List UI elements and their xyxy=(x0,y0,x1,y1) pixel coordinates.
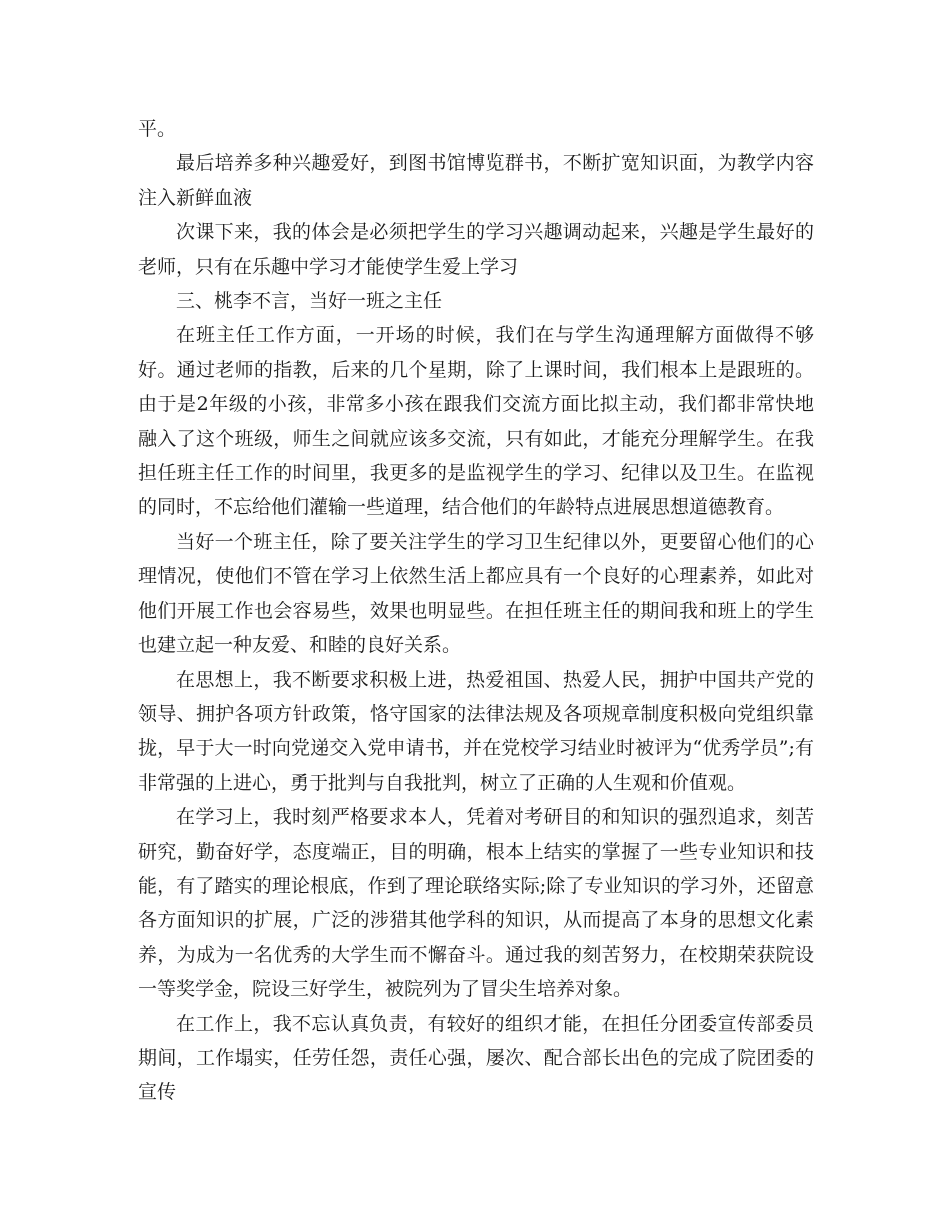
paragraph-7: 在学习上，我时刻严格要求本人，凭着对考研目的和知识的强烈追求，刻苦研究，勤奋好学，态度端正，目的明确，根本上结实的掌握了一些专业知识和技能，有了踏实的理论根底，作到了理论联络实际;除了专业知识的学习外，还留意各方面知识的扩展，广泛的涉猎其他学科的知识，从而提高了本身的思想文化素养，为成为一名优秀的大学生而不懈奋斗。通过我的刻苦努力，在校期荣获院设一等奖学金，院设三好学生，被院列为了冒尖生培养对象。 xyxy=(138,806,814,1001)
document-body xyxy=(138,112,814,1110)
paragraph-8: 在工作上，我不忘认真负责，有较好的组织才能，在担任分团委宣传部委员期间，工作塌实，任劳任怨，责任心强，屡次、配合部长出色的完成了院团委的宣传 xyxy=(138,1012,814,1104)
paragraph-3: 次课下来，我的体会是必须把学生的学习兴趣调动起来，兴趣是学生最好的老师，只有在乐趣中学习才能使学生爱上学习 xyxy=(138,221,814,278)
paragraph-5: 当好一个班主任，除了要关注学生的学习卫生纪律以外，更要留心他们的心理情况，使他们不管在学习上依然生活上都应具有一个良好的心理素养，如此对他们开展工作也会容易些，效果也明显些。在担任班主任的期间我和班上的学生也建立起一种友爱、和睦的良好关系。 xyxy=(138,530,814,657)
paragraph-6: 在思想上，我不断要求积极上进，热爱祖国、热爱人民，拥护中国共产党的领导、拥护各项方针政策，恪守国家的法律法规及各项规章制度积极向党组织靠拢，早于大一时向党递交入党申请书，并在党校学习结业时被评为“优秀学员”;有非常强的上进心，勇于批判与自我批判，树立了正确的人生观和价值观。 xyxy=(138,668,814,794)
section-heading: 三、桃李不言，当好一班之主任 xyxy=(176,290,443,313)
paragraph-1: 平。 xyxy=(138,118,177,140)
paragraph-4: 在班主任工作方面，一开场的时候，我们在与学生沟通理解方面做得不够好。通过老师的指教，后来的几个星期，除了上课时间，我们根本上是跟班的。由于是2年级的小孩，非常多小孩在跟我们交流方面比拟主动，我们都非常快地融入了这个班级，师生之间就应该多交流，只有如此，才能充分理解学生。在我担任班主任工作的时间里，我更多的是监视学生的学习、纪律以及卫生。在监视的同时，不忘给他们灌输一些道理，结合他们的年龄特点进展思想道德教育。 xyxy=(138,324,814,519)
paragraph-2: 最后培养多种兴趣爱好，到图书馆博览群书，不断扩宽知识面，为教学内容注入新鲜血液 xyxy=(138,152,814,209)
